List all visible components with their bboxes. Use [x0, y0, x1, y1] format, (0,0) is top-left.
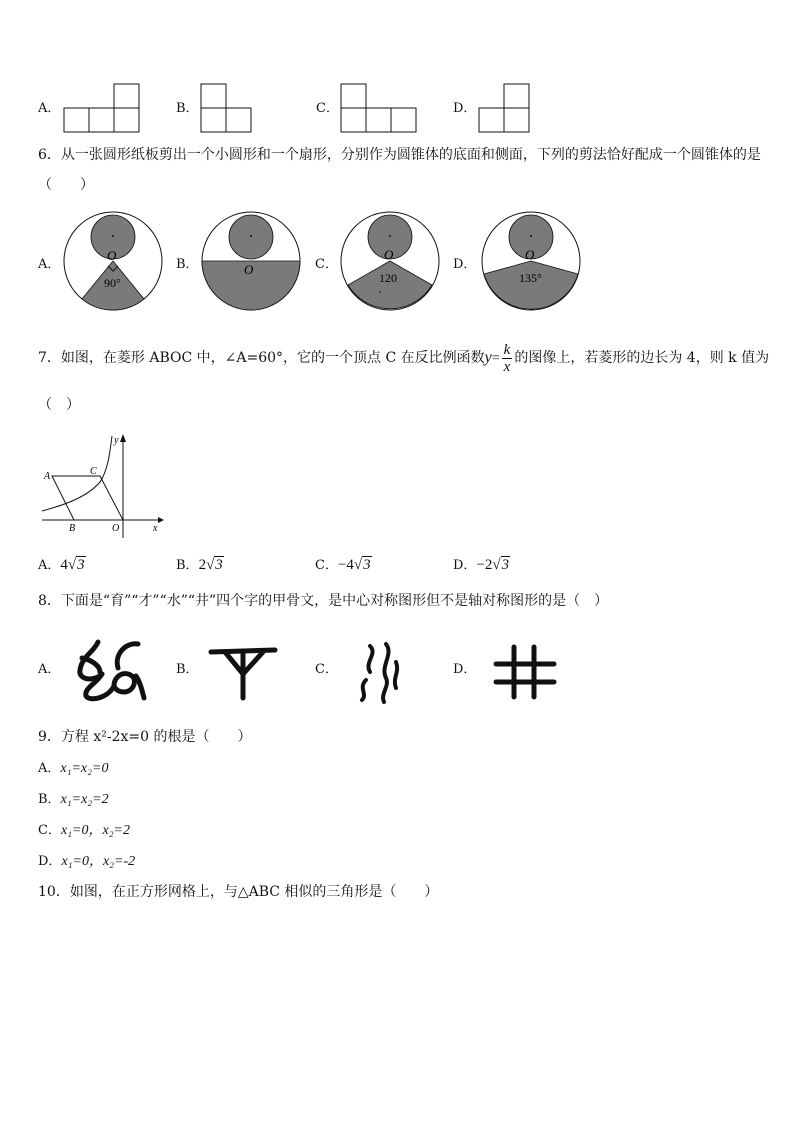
q6-b-center: O [244, 262, 254, 277]
q7-stem-a: 7．如图，在菱形 ABOC 中，∠A=60°，它的一个顶点 C 在反比例函数 [38, 350, 485, 366]
q9-option-c-text: x₁=0，x₂=2 [60, 823, 131, 838]
q7-stem [38, 338, 769, 378]
q7-label-x: x [153, 523, 158, 534]
q8-option-c-label[interactable]: C． [315, 662, 338, 677]
q6-c-angle: 120 [379, 271, 397, 285]
q7-curve [42, 436, 112, 511]
q7-func-den: x [503, 358, 511, 375]
q7-paren: （ ） [38, 397, 80, 413]
q7-stem-b: 的图像上，若菱形的边长为 4，则 k 值为 [514, 350, 770, 366]
q9-option-d[interactable] [38, 852, 135, 871]
q7-label-o: O [112, 523, 120, 534]
q7-option-c[interactable] [315, 556, 372, 575]
q5-option-b-label[interactable]: B． [176, 101, 199, 116]
q7-a-coef: 4 [60, 557, 68, 573]
q5-option-a-figure [63, 83, 143, 133]
q7-label-c: C [90, 466, 97, 477]
q7-label-b: B [69, 523, 76, 534]
q6-option-a-label[interactable]: A． [38, 257, 61, 272]
q7-rhombus [52, 476, 123, 520]
q7-d-coef: −2 [476, 557, 493, 573]
q6-a-center: O [107, 248, 117, 263]
q6-option-c-figure [339, 210, 441, 312]
q5-option-d-figure [478, 83, 533, 133]
q7-option-d-label: D． [453, 558, 477, 573]
q7-b-rad: 3 [215, 557, 223, 573]
q5-option-c-label[interactable]: C． [316, 101, 339, 116]
q9-option-a-text: x₁=x₂=0 [60, 761, 109, 776]
q5-option-d-label[interactable]: D． [453, 101, 477, 116]
q6-d-angle: 135° [519, 271, 542, 285]
q8-option-d-label[interactable]: D． [453, 662, 477, 677]
q7-option-a[interactable] [38, 556, 86, 575]
q9-option-a[interactable] [38, 759, 108, 778]
q9-option-b-text: x₁=x₂=2 [60, 792, 109, 807]
q6-d-center: O [525, 247, 535, 262]
q8-option-d-glyph [492, 644, 558, 700]
q7-option-c-value: −4√3 [337, 557, 371, 573]
q9-option-a-label: A． [38, 761, 61, 776]
q5-option-a-label[interactable]: A． [38, 101, 61, 116]
q6-option-a-figure [62, 210, 164, 312]
q6-option-c-label[interactable]: C． [315, 257, 338, 272]
q8-option-b-label[interactable]: B． [176, 662, 199, 677]
q6-paren: （ ） [38, 177, 94, 193]
q10-stem: 10．如图，在正方形网格上，与△ABC 相似的三角形是（ ） [38, 884, 439, 900]
q7-func-eq: = [491, 351, 500, 366]
q8-option-b-glyph [207, 640, 279, 702]
q7-func-num: k [503, 341, 511, 358]
q8-option-c-glyph [356, 640, 402, 704]
q6-stem: 6．从一张圆形纸板剪出一个小圆形和一个扇形，分别作为圆锥体的底面和侧面，下列的剪法恰好配成一个圆锥体的是 [38, 147, 761, 163]
q8-option-a-glyph [74, 636, 150, 702]
q9-option-d-label: D． [38, 854, 62, 869]
q7-c-coef: −4 [337, 557, 354, 573]
q5-option-b-figure [200, 83, 255, 133]
q7-label-a: A [44, 471, 51, 482]
q7-func-fraction [502, 342, 513, 375]
q7-option-b-label: B． [176, 558, 199, 573]
q7-option-d-value: −2√3 [476, 557, 510, 573]
q7-b-coef: 2 [198, 557, 207, 573]
q8-option-a-label[interactable]: A． [38, 662, 61, 677]
q9-stem: 9．方程 x²-2x=0 的根是（ ） [38, 729, 252, 745]
q7-d-rad: 3 [501, 557, 510, 573]
q9-option-c-label: C． [38, 823, 61, 838]
q7-label-y: y [114, 435, 119, 446]
q5-option-c-figure [340, 83, 420, 133]
q6-option-b-label[interactable]: B． [176, 257, 199, 272]
q6-option-d-label[interactable]: D． [453, 257, 477, 272]
q6-option-b-figure [200, 210, 302, 312]
q9-option-d-text: x₁=0，x₂=-2 [61, 854, 136, 869]
q7-option-b-value: 2√3 [198, 557, 223, 573]
q9-option-c[interactable] [38, 821, 130, 840]
q9-option-b-label: B． [38, 792, 61, 807]
q7-a-rad: 3 [77, 557, 85, 573]
q7-option-a-value: 4√3 [60, 557, 85, 573]
q7-func-y: y [484, 349, 492, 366]
q6-option-d-figure [480, 210, 582, 312]
q7-option-d[interactable] [453, 556, 510, 575]
q6-a-angle: 90° [104, 276, 121, 290]
q7-figure [38, 430, 168, 540]
q8-stem: 8．下面是“育”“才”“水”“井”四个字的甲骨文，是中心对称图形但不是轴对称图形的是（ ） [38, 593, 609, 609]
q7-c-rad: 3 [363, 557, 371, 573]
q7-option-b[interactable] [176, 556, 224, 575]
q6-c-center: O [384, 247, 394, 262]
q9-option-b[interactable] [38, 790, 109, 809]
q7-option-c-label: C． [315, 558, 338, 573]
q7-option-a-label: A． [38, 558, 61, 573]
